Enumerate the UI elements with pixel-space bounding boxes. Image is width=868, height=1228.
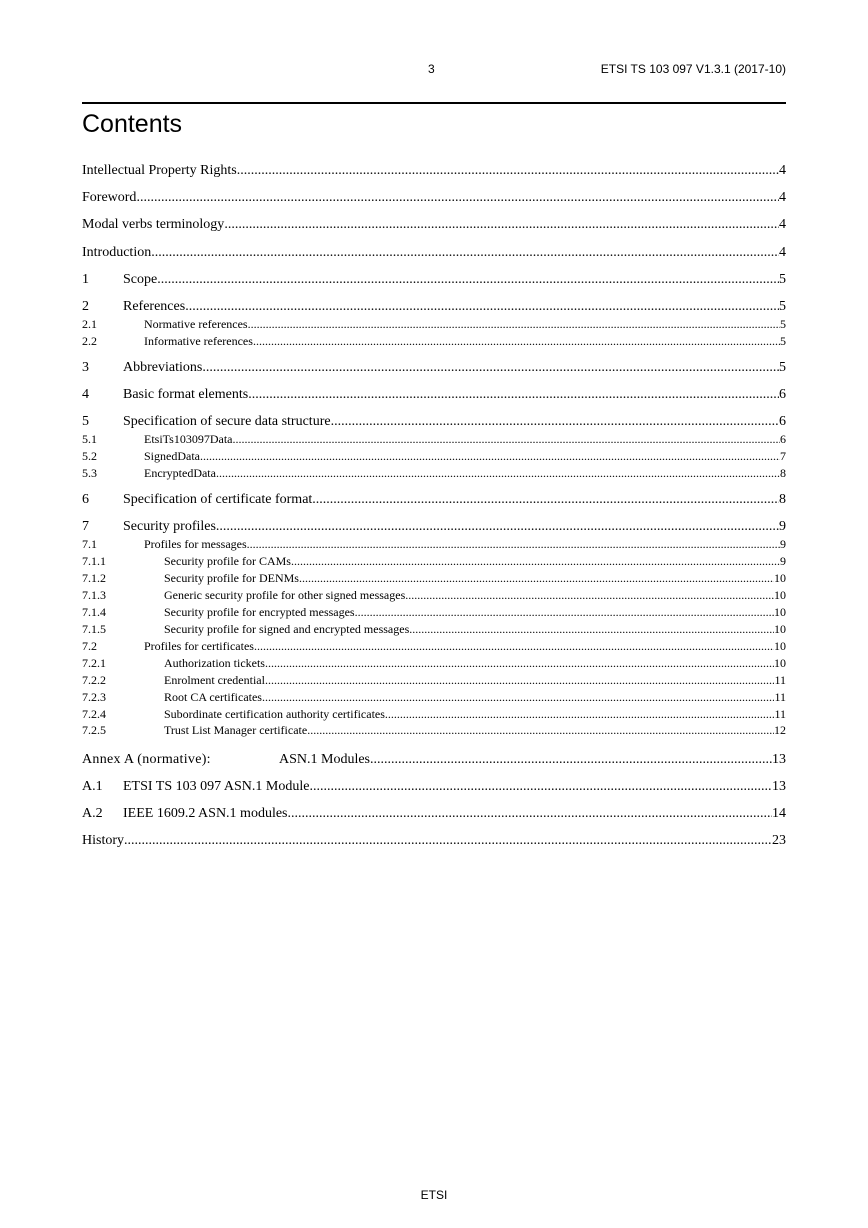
- toc-entry-title: Scope: [123, 272, 158, 287]
- page-footer: ETSI: [420, 1188, 448, 1202]
- toc-entry-title: Basic format elements: [123, 387, 249, 402]
- toc-entry-title: Modal verbs terminology: [82, 217, 225, 232]
- toc-entry-page: 5: [780, 334, 786, 348]
- toc-entry[interactable]: [82, 723, 786, 737]
- toc-entry-number: 7.2: [82, 639, 97, 653]
- toc-entry[interactable]: [82, 673, 786, 687]
- toc-entry[interactable]: [82, 554, 786, 568]
- toc-leader: [409, 622, 774, 636]
- toc-entry-title: Security profile for CAMs: [164, 554, 291, 568]
- toc-entry-page: 13: [772, 779, 786, 794]
- toc-leader: [202, 359, 779, 376]
- toc-leader: [370, 751, 772, 768]
- toc-entry-title: Informative references: [144, 334, 253, 348]
- toc-entry[interactable]: [82, 778, 786, 795]
- toc-entry-number: 7.2.5: [82, 723, 106, 737]
- toc-entry-title: EtsiTs103097Data: [144, 432, 233, 446]
- toc-entry-number: 4: [82, 387, 89, 402]
- toc-entry-page: 11: [774, 690, 786, 704]
- toc-leader: [253, 334, 780, 348]
- toc-entry-page: 4: [779, 217, 786, 232]
- toc-entry-page: 10: [774, 622, 786, 636]
- toc-entry-title: Normative references: [144, 317, 248, 331]
- toc-entry-title: Authorization tickets: [164, 656, 265, 670]
- toc-entry-page: 8: [780, 466, 786, 480]
- toc-leader: [185, 298, 779, 315]
- toc-entry-title: SignedData: [144, 449, 200, 463]
- toc-entry[interactable]: [82, 189, 786, 206]
- toc-entry-number: A.2: [82, 806, 103, 821]
- toc-entry-page: 5: [780, 317, 786, 331]
- toc-entry-number: 5.1: [82, 432, 97, 446]
- toc-entry-title: Specification of certificate format: [123, 492, 313, 507]
- toc-leader: [385, 707, 775, 721]
- toc-entry-number: 3: [82, 360, 89, 375]
- toc-entry[interactable]: [82, 605, 786, 619]
- toc-entry-page: 4: [779, 163, 786, 178]
- page-number: 3: [428, 62, 435, 76]
- toc-entry-number: A.1: [82, 779, 103, 794]
- toc-leader: [355, 605, 774, 619]
- toc-entry-number: 7.1.2: [82, 571, 106, 585]
- toc-entry-number: 2.1: [82, 317, 97, 331]
- toc-entry-title: Specification of secure data structure: [123, 414, 331, 429]
- toc-entry[interactable]: [82, 244, 786, 261]
- toc-entry-title: EncryptedData: [144, 466, 216, 480]
- toc-entry-page: 11: [774, 707, 786, 721]
- toc-entry-page: 5: [779, 299, 786, 314]
- toc-leader: [216, 518, 779, 535]
- table-of-contents: [82, 0, 786, 1228]
- toc-entry[interactable]: [82, 639, 786, 653]
- toc-leader: [237, 162, 779, 179]
- toc-entry-number: 7.1: [82, 537, 97, 551]
- toc-entry-number: 5.2: [82, 449, 97, 463]
- toc-entry-page: 14: [772, 806, 786, 821]
- toc-entry[interactable]: [82, 518, 786, 535]
- toc-entry-page: 11: [774, 673, 786, 687]
- toc-entry-number: 5: [82, 414, 89, 429]
- toc-entry[interactable]: [82, 334, 786, 348]
- toc-leader: [262, 690, 774, 704]
- toc-entry-title: ASN.1 Modules: [279, 752, 371, 767]
- toc-entry-page: 4: [779, 190, 786, 205]
- document-reference: ETSI TS 103 097 V1.3.1 (2017-10): [600, 62, 786, 76]
- toc-leader: [291, 554, 780, 568]
- toc-entry-page: 4: [779, 245, 786, 260]
- toc-leader: [124, 832, 772, 849]
- toc-entry-page: 5: [779, 272, 786, 287]
- toc-entry[interactable]: [82, 271, 786, 288]
- toc-entry-page: 6: [780, 432, 786, 446]
- toc-entry-page: 10: [774, 639, 786, 653]
- toc-entry-number: 7.1.3: [82, 588, 106, 602]
- toc-entry[interactable]: [82, 317, 786, 331]
- toc-entry[interactable]: [82, 656, 786, 670]
- toc-entry-title: ETSI TS 103 097 ASN.1 Module: [123, 779, 310, 794]
- toc-entry[interactable]: [82, 707, 786, 721]
- toc-entry[interactable]: [82, 162, 786, 179]
- toc-entry[interactable]: [82, 588, 786, 602]
- toc-entry-number: 7.2.4: [82, 707, 106, 721]
- toc-leader: [309, 778, 772, 795]
- toc-entry-number: 7.1.4: [82, 605, 106, 619]
- toc-entry-title: Profiles for certificates: [144, 639, 254, 653]
- toc-entry-title: Generic security profile for other signed messages: [164, 588, 406, 602]
- toc-entry-title: Subordinate certification authority certificates: [164, 707, 385, 721]
- toc-entry-number: 7: [82, 519, 89, 534]
- toc-entry-title: Enrolment credential: [164, 673, 265, 687]
- toc-entry[interactable]: [82, 751, 786, 768]
- toc-entry-title: Security profile for signed and encrypted messages: [164, 622, 410, 636]
- toc-entry-number: 7.2.1: [82, 656, 106, 670]
- toc-entry-title: Trust List Manager certificate: [164, 723, 308, 737]
- toc-entry-page: 10: [774, 605, 786, 619]
- toc-entry-page: 7: [780, 449, 786, 463]
- toc-entry[interactable]: [82, 413, 786, 430]
- toc-entry-page: 10: [774, 588, 786, 602]
- toc-entry[interactable]: [82, 537, 786, 551]
- toc-entry-title: History: [82, 833, 124, 848]
- toc-entry-number: 2.2: [82, 334, 97, 348]
- toc-entry[interactable]: [82, 622, 786, 636]
- toc-leader: [299, 571, 774, 585]
- toc-entry-number: 7.2.2: [82, 673, 106, 687]
- toc-entry-number: 2: [82, 299, 89, 314]
- toc-entry-number: 7.1.1: [82, 554, 106, 568]
- toc-entry-number: 7.2.3: [82, 690, 106, 704]
- toc-entry-page: 6: [779, 387, 786, 402]
- toc-entry-title: Introduction: [82, 245, 152, 260]
- toc-entry-page: 6: [779, 414, 786, 429]
- toc-entry-page: 9: [780, 554, 786, 568]
- toc-entry-number: 1: [82, 272, 89, 287]
- toc-entry[interactable]: [82, 805, 786, 822]
- toc-entry-title: Security profiles: [123, 519, 216, 534]
- toc-leader: [307, 723, 774, 737]
- toc-entry-number: 6: [82, 492, 89, 507]
- toc-leader: [224, 216, 779, 233]
- toc-leader: [254, 639, 774, 653]
- toc-leader: [247, 537, 780, 551]
- toc-entry[interactable]: [82, 466, 786, 480]
- toc-leader: [200, 449, 780, 463]
- toc-leader: [232, 432, 780, 446]
- toc-leader: [248, 386, 779, 403]
- toc-entry[interactable]: [82, 216, 786, 233]
- toc-entry[interactable]: [82, 386, 786, 403]
- toc-entry-page: 12: [774, 723, 786, 737]
- toc-leader: [136, 189, 779, 206]
- toc-entry-number: Annex A (normative):: [82, 752, 211, 767]
- toc-leader: [312, 491, 779, 508]
- toc-entry-page: 13: [772, 752, 786, 767]
- toc-entry[interactable]: [82, 690, 786, 704]
- toc-entry-page: 10: [774, 571, 786, 585]
- toc-entry-number: 5.3: [82, 466, 97, 480]
- toc-leader: [157, 271, 779, 288]
- toc-leader: [405, 588, 774, 602]
- toc-entry[interactable]: [82, 491, 786, 508]
- toc-leader: [288, 805, 773, 822]
- toc-entry-title: Security profile for DENMs: [164, 571, 299, 585]
- toc-entry[interactable]: [82, 571, 786, 585]
- toc-leader: [248, 317, 780, 331]
- toc-entry-number: 7.1.5: [82, 622, 106, 636]
- toc-entry-page: 10: [774, 656, 786, 670]
- toc-entry-title: References: [123, 299, 186, 314]
- toc-entry-title: Root CA certificates: [164, 690, 262, 704]
- toc-entry-title: Intellectual Property Rights: [82, 163, 237, 178]
- toc-entry[interactable]: [82, 432, 786, 446]
- page-title: Contents: [82, 110, 183, 138]
- toc-entry-title: Security profile for encrypted messages: [164, 605, 355, 619]
- toc-entry-title: Profiles for messages: [144, 537, 247, 551]
- toc-entry[interactable]: [82, 449, 786, 463]
- toc-entry-page: 23: [772, 833, 786, 848]
- toc-leader: [151, 244, 779, 261]
- toc-leader: [265, 673, 774, 687]
- toc-entry-page: 9: [779, 519, 786, 534]
- toc-entry[interactable]: [82, 359, 786, 376]
- toc-entry-page: 8: [779, 492, 786, 507]
- toc-entry-page: 9: [780, 537, 786, 551]
- toc-leader: [331, 413, 779, 430]
- toc-entry[interactable]: [82, 298, 786, 315]
- toc-entry-page: 5: [779, 360, 786, 375]
- toc-entry-title: Abbreviations: [123, 360, 203, 375]
- toc-leader: [216, 466, 780, 480]
- toc-leader: [265, 656, 774, 670]
- toc-entry[interactable]: [82, 832, 786, 849]
- toc-entry-title: IEEE 1609.2 ASN.1 modules: [123, 806, 288, 821]
- toc-entry-title: Foreword: [82, 190, 137, 205]
